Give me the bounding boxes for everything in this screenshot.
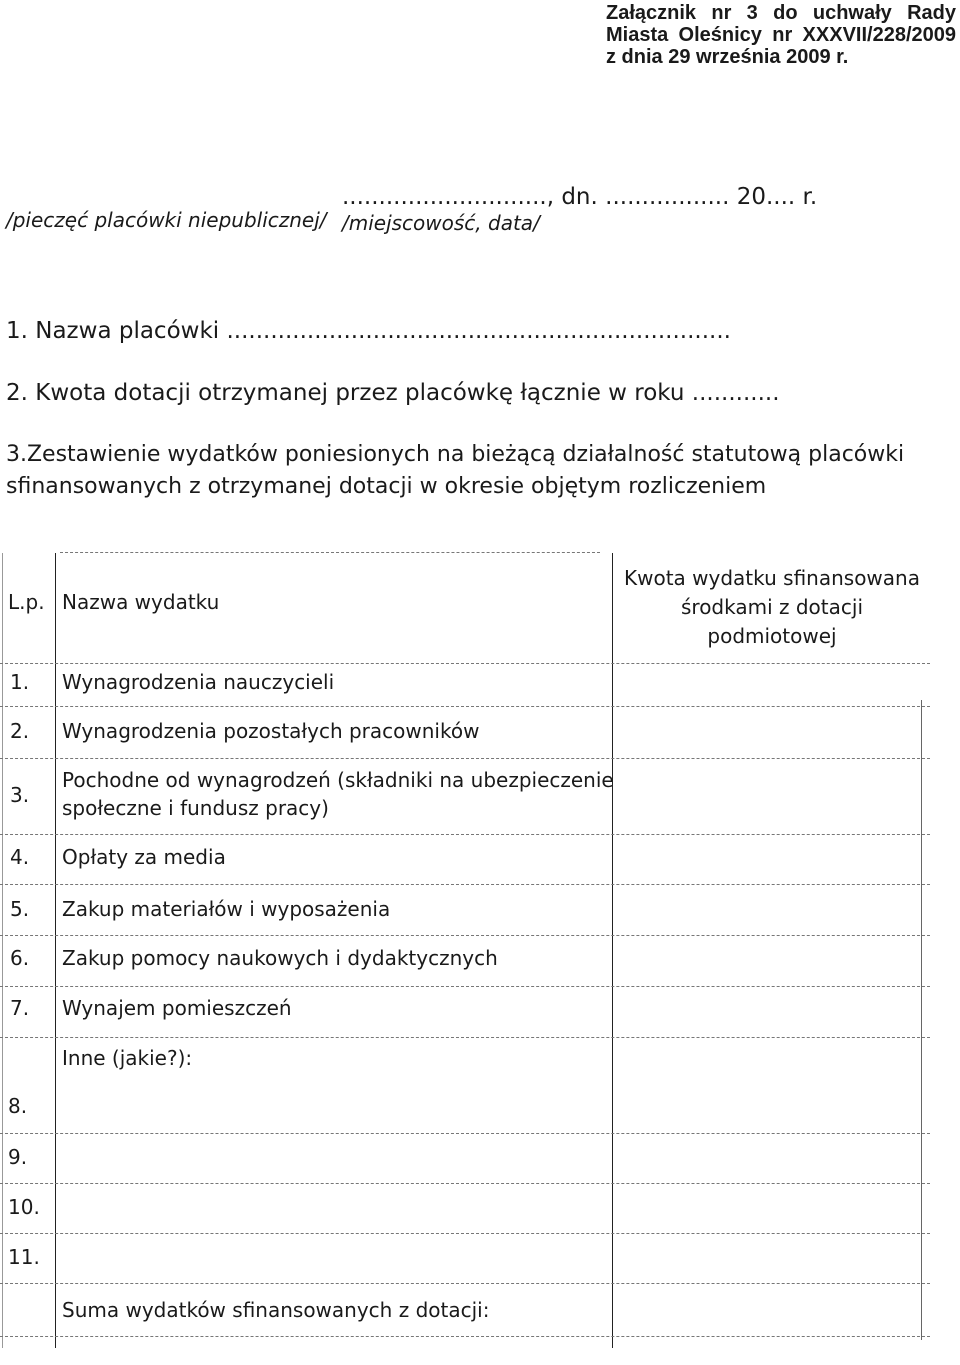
row-label: Pochodne od wynagrodzeń (składniki na ubezpieczenie (62, 768, 614, 792)
field-statement-line1: 3.Zestawienie wydatków poniesionych na bieżącą działalność statutową placówki (6, 442, 905, 467)
row-label: Zakup pomocy naukowych i dydaktycznych (62, 946, 498, 970)
row-number: 8. (8, 1094, 28, 1118)
row-label: Zakup materiałów i wyposażenia (62, 897, 391, 921)
header-lp: L.p. (8, 590, 45, 614)
header-line: Załącznik nr 3 do uchwały Rady (606, 2, 956, 24)
place-date-caption: /miejscowość, data/ (342, 211, 540, 235)
attachment-header (606, 2, 956, 68)
row-number: 7. (10, 996, 30, 1020)
row-label: Opłaty za media (62, 845, 226, 869)
row-label: Wynagrodzenia nauczycieli (62, 670, 335, 694)
field-facility-name: 1. Nazwa placówki ..................................................................... (6, 318, 731, 344)
row-number: 1. (10, 670, 30, 694)
row-number: 3. (10, 783, 30, 807)
header-amount: Kwota wydatku sfinansowana środkami z dotacji podmiotowej (624, 566, 920, 648)
row-number: 10. (8, 1195, 40, 1219)
header-line: Miasta Oleśnicy nr XXXVII/228/2009 (606, 24, 956, 46)
field-statement-line2: sfinansowanych z otrzymanej dotacji w okresie objętym rozliczeniem (6, 474, 767, 499)
field-subsidy-amount: 2. Kwota dotacji otrzymanej przez placówkę łącznie w roku ............ (6, 380, 780, 406)
stamp-caption: /pieczęć placówki niepublicznej/ (6, 208, 327, 232)
row-label-continued: społeczne i fundusz pracy) (62, 796, 329, 820)
row-number: 2. (10, 719, 30, 743)
row-number: 4. (10, 845, 30, 869)
row-label: Wynagrodzenia pozostałych pracowników (62, 719, 480, 743)
row-number: 11. (8, 1245, 40, 1269)
row-label: Wynajem pomieszczeń (62, 996, 292, 1020)
row-number: 6. (10, 946, 30, 970)
row-number: 5. (10, 897, 30, 921)
place-date-line: ............................, dn. ................. 20.... r. (342, 184, 818, 210)
row-label-other: Inne (jakie?): (62, 1046, 193, 1070)
row-number: 9. (8, 1145, 28, 1169)
sum-label: Suma wydatków sfinansowanych z dotacji: (62, 1298, 490, 1322)
header-expense-name: Nazwa wydatku (62, 590, 220, 614)
header-line: z dnia 29 września 2009 r. (606, 46, 849, 68)
